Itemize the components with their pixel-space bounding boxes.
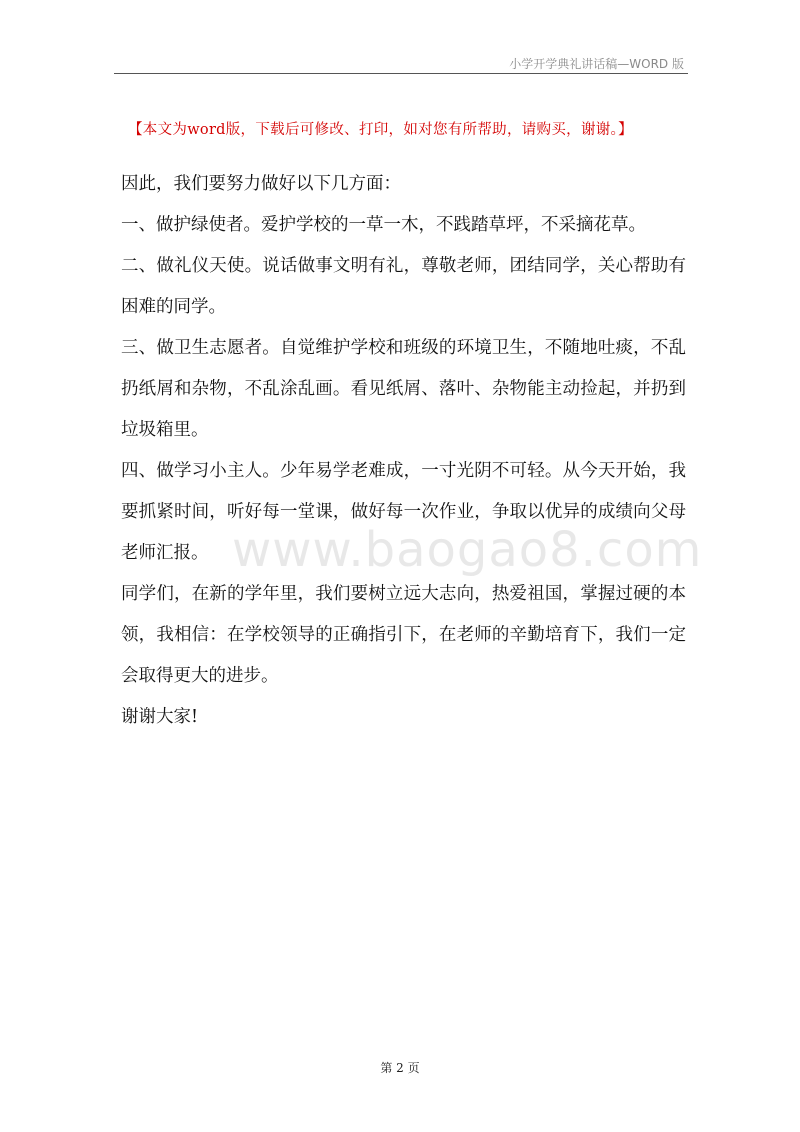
- paragraph-thanks: 谢谢大家!: [121, 707, 199, 727]
- paragraph-item-3: 三、做卫生志愿者。自觉维护学校和班级的环境卫生，不随地吐痰，不乱扔纸屑和杂物，不乱涂乱画。看见纸屑、落叶、杂物能主动捡起，并扔到垃圾箱里。: [121, 338, 686, 440]
- paragraph-item-4: 四、做学习小主人。少年易学老难成，一寸光阴不可轻。从今天开始，我要抓紧时间，听好每一堂课，做好每一次作业，争取以优异的成绩向父母老师汇报。: [121, 461, 686, 563]
- watermark-text: www.baogao8.com: [232, 522, 703, 578]
- purchase-notice: 【本文为word版，下载后可修改、打印，如对您有所帮助，请购买，谢谢。】: [128, 122, 633, 138]
- page-number: 第 2 页: [380, 1061, 420, 1075]
- paragraph-closing: 同学们，在新的学年里，我们要树立远大志向，热爱祖国，掌握过硬的本领，我相信：在学校领导的正确指引下，在老师的辛勤培育下，我们一定会取得更大的进步。: [121, 584, 686, 686]
- speech-body: [121, 164, 686, 738]
- document-header-title: 小学开学典礼讲话稿—WORD 版: [509, 57, 684, 71]
- paragraph-intro: 因此，我们要努力做好以下几方面：: [121, 174, 401, 194]
- header-divider: [114, 73, 688, 74]
- paragraph-item-1: 一、做护绿使者。爱护学校的一草一木，不践踏草坪，不采摘花草。: [121, 215, 646, 235]
- paragraph-item-2: 二、做礼仪天使。说话做事文明有礼，尊敬老师，团结同学，关心帮助有困难的同学。: [121, 256, 686, 317]
